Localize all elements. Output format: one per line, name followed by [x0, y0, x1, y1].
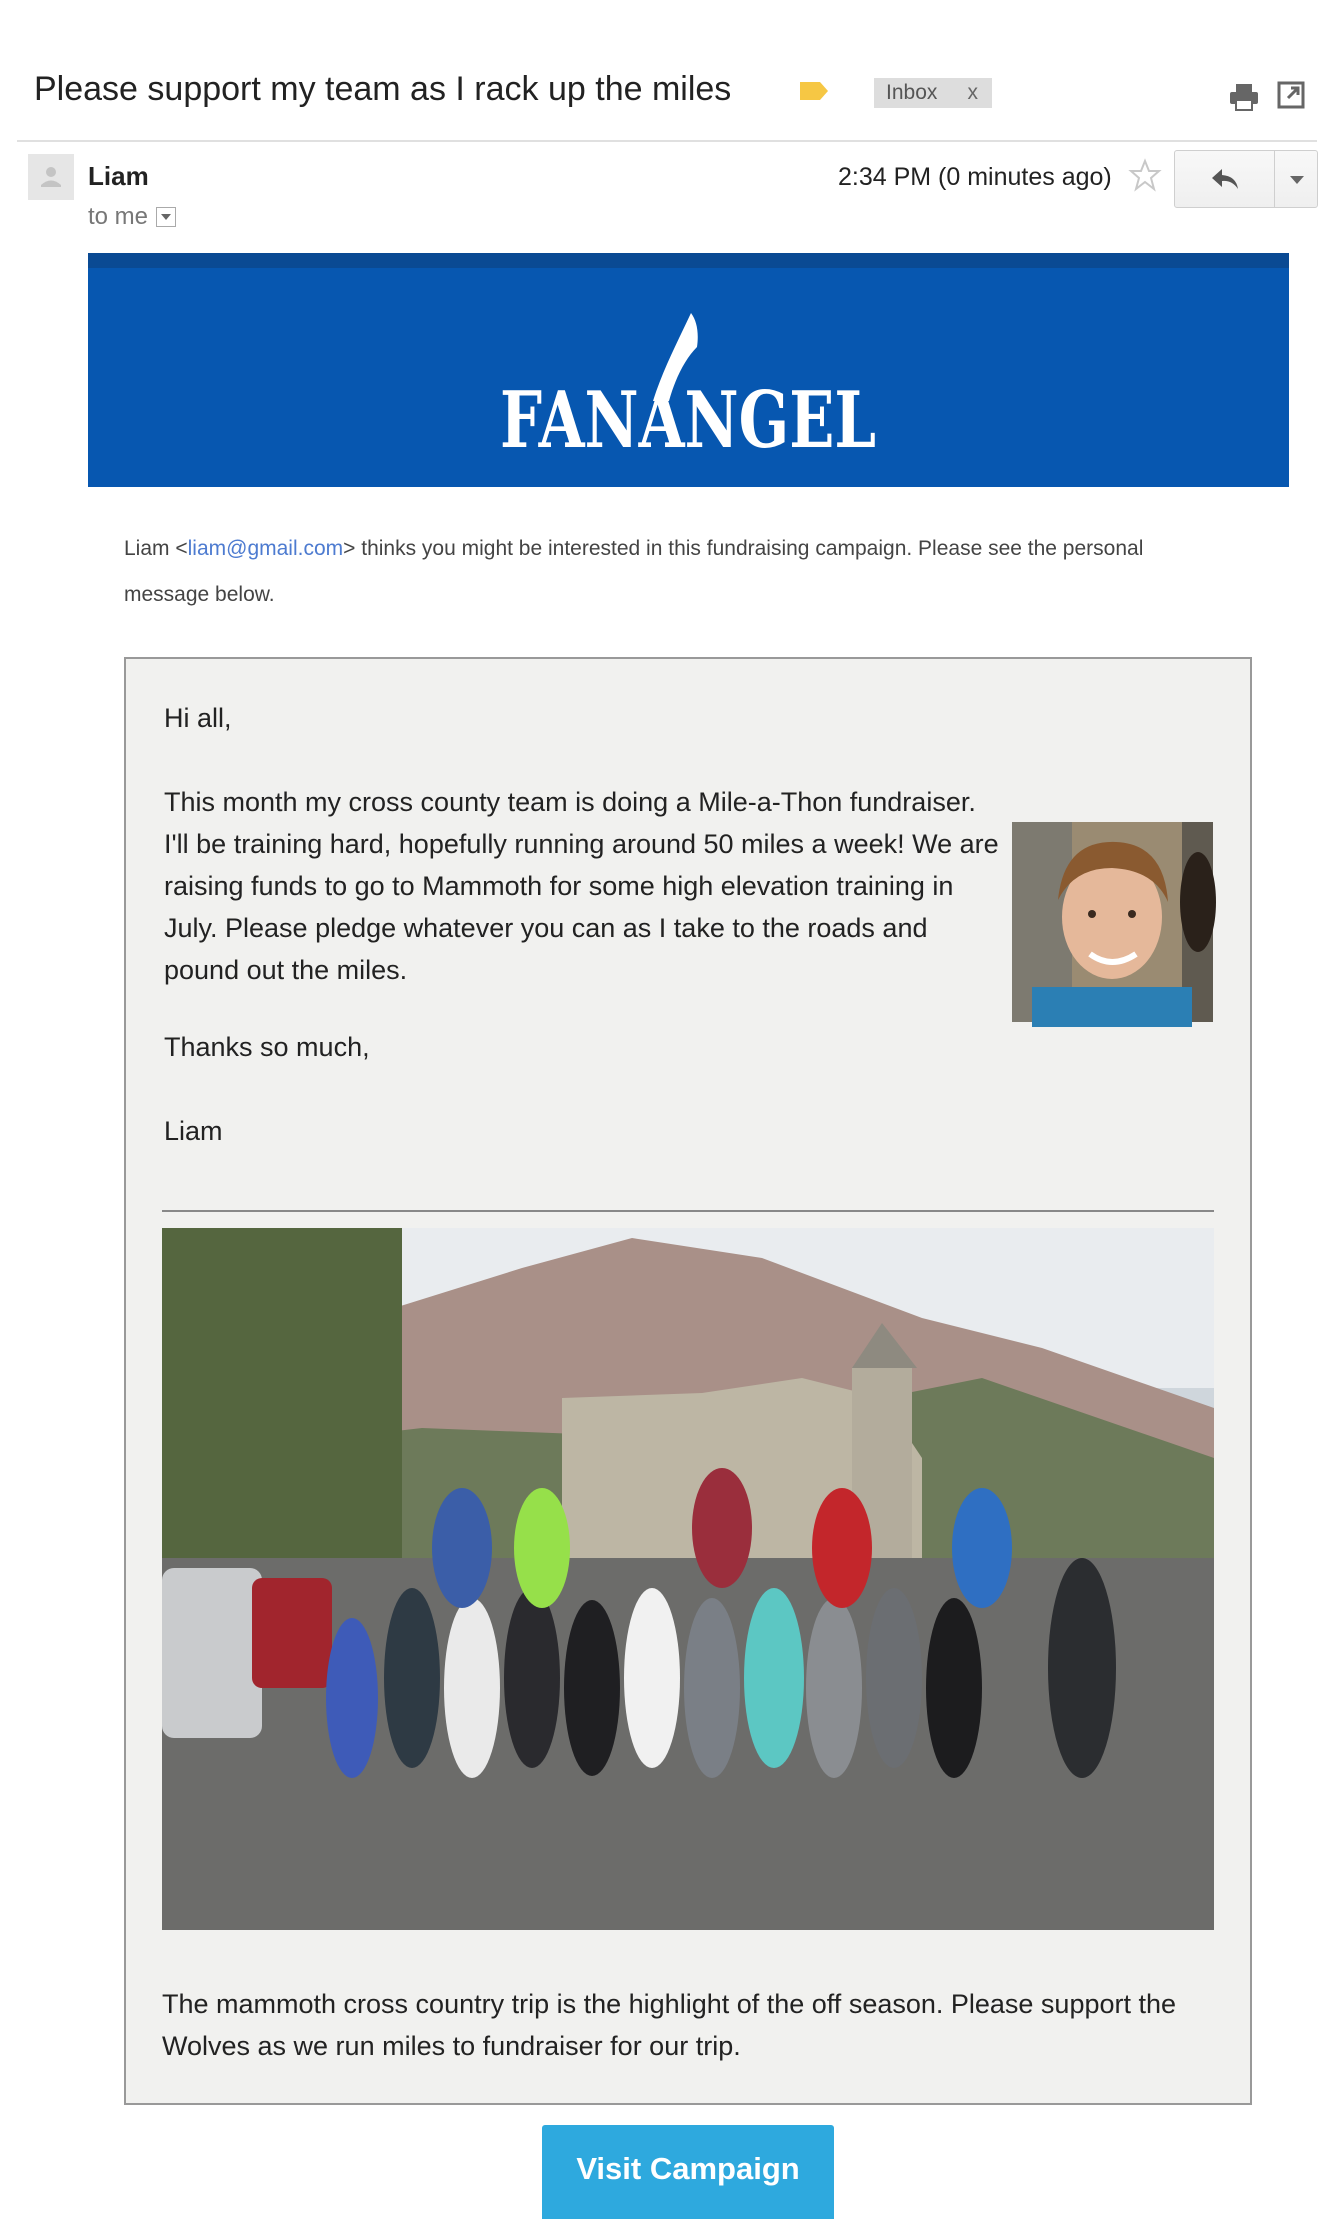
message-closing: Thanks so much,: [164, 1032, 370, 1062]
print-icon[interactable]: [1228, 82, 1260, 112]
message-caption: The mammoth cross country trip is the highlight of the off season. Please support the Wolves as we run miles to fundraiser for our trip.: [162, 1989, 1177, 2061]
email-subject: Please support my team as I rack up the miles: [34, 70, 732, 108]
message-body: This month my cross county team is doing a Mile-a-Thon fundraiser. I'll be training hard, hopefully running around 50 miles a week! We are raising funds to go to Mammoth for some high elevation training in July. Please pledge whatever you can as I take to the roads and pound out the miles.: [164, 787, 999, 985]
fanangel-banner: [88, 253, 1289, 487]
sender-name[interactable]: Liam: [88, 161, 149, 191]
remove-label-button[interactable]: x: [967, 81, 978, 104]
recipient-line: [88, 203, 176, 231]
message-divider: [162, 1210, 1214, 1212]
reply-button[interactable]: [1174, 150, 1275, 208]
intro-suffix: > thinks you might be interested in this fundraising campaign. Please see the personal message below.: [124, 537, 1144, 606]
inbox-label-text: Inbox: [886, 81, 938, 104]
inbox-label-chip[interactable]: [874, 78, 992, 108]
intro-text: [124, 526, 1234, 618]
intro-prefix: Liam <: [124, 537, 188, 560]
profile-photo: [1012, 822, 1213, 1022]
recipient-text: to me: [88, 203, 149, 230]
message-greeting: Hi all,: [164, 703, 232, 733]
visit-campaign-button[interactable]: Visit Campaign: [542, 2125, 834, 2219]
new-window-icon[interactable]: [1277, 81, 1305, 109]
logo-text: FANANGEL: [500, 375, 876, 466]
label-tag-icon[interactable]: [798, 80, 830, 102]
reply-arrow-icon: [1210, 167, 1240, 191]
banner-top-stripe: [88, 253, 1289, 268]
star-icon[interactable]: [1128, 158, 1162, 192]
person-icon: [28, 154, 74, 200]
team-photo: [162, 1228, 1214, 1930]
sender-email-link[interactable]: liam@gmail.com: [187, 537, 344, 560]
message-signature: Liam: [164, 1116, 223, 1146]
sender-avatar[interactable]: [28, 154, 74, 200]
header-divider: [17, 140, 1317, 142]
fanangel-logo[interactable]: [493, 309, 883, 466]
recipient-details-dropdown[interactable]: [156, 207, 176, 227]
more-actions-button[interactable]: [1274, 150, 1318, 208]
email-timestamp: 2:34 PM (0 minutes ago): [838, 163, 1112, 191]
